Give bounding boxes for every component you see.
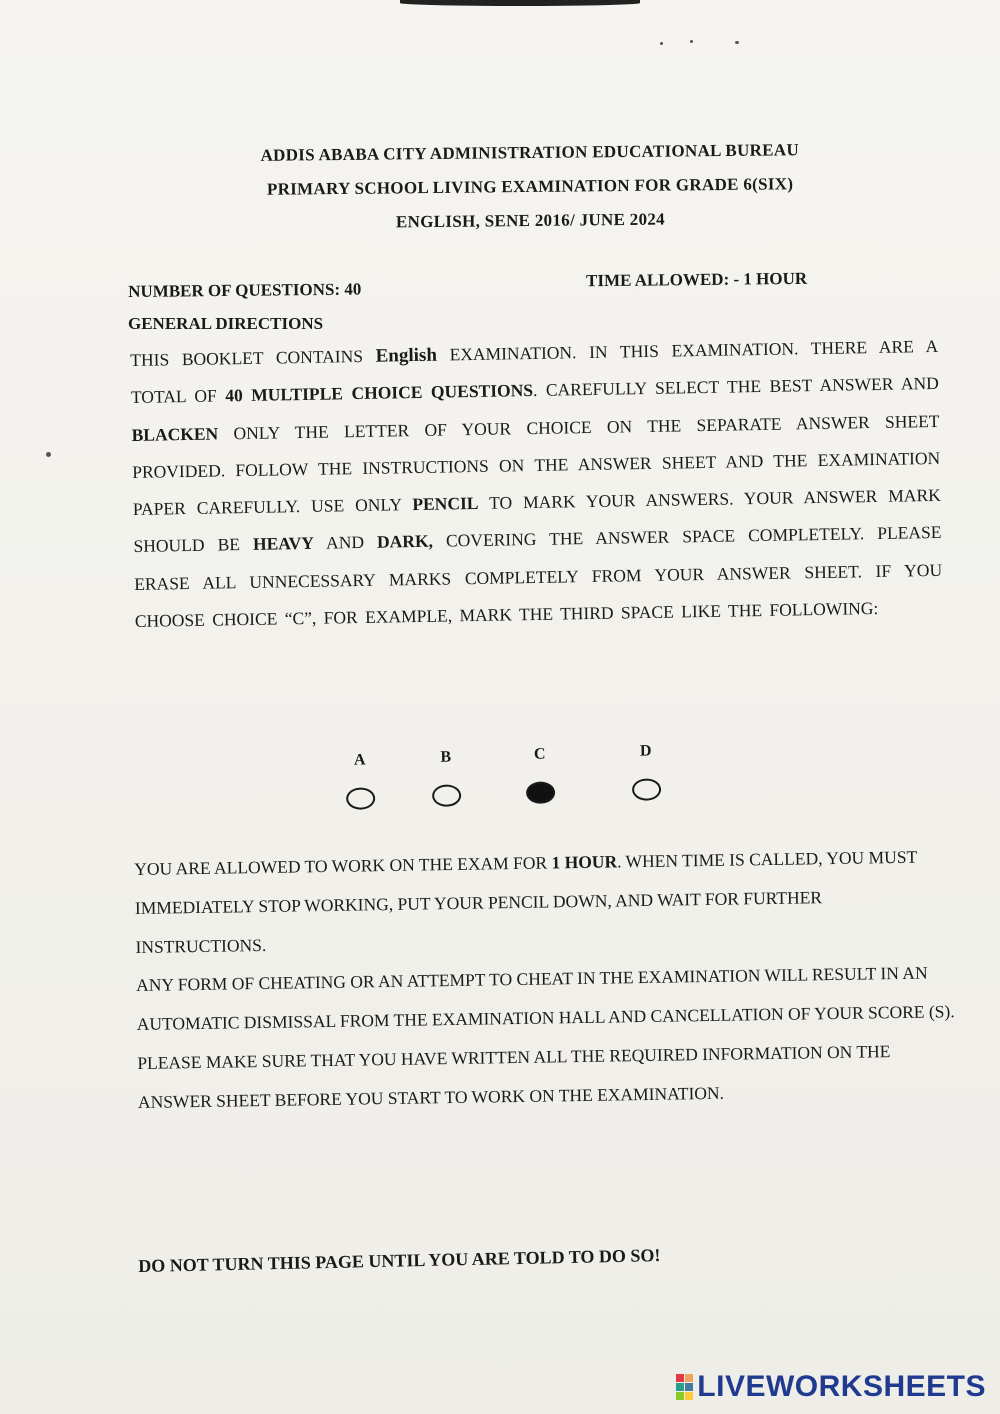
do-not-turn-notice: DO NOT TURN THIS PAGE UNTIL YOU ARE TOLD TO DO SO! xyxy=(138,1245,661,1276)
directions-text: ONLY THE LETTER OF YOUR CHOICE ON THE SEPARATE ANSWER SHEET PROVIDED. FOLLOW THE INSTRUCTIONS ON THE ANSWER SHEET AND THE EXAMINATION PAPER CAREFULLY. USE ONLY xyxy=(132,410,941,520)
filled-bubble-icon xyxy=(525,782,554,804)
directions-text: AND xyxy=(313,532,378,554)
directions-text: EXAMINATION. IN THIS EXAMINATION. THERE ARE A TOTAL OF xyxy=(130,335,939,408)
scan-edge-shadow xyxy=(400,0,640,6)
header-subject-date: ENGLISH, SENE 2016/ JUNE 2024 xyxy=(395,209,666,232)
instruction-text: . WHEN TIME IS CALLED, YOU MUST IMMEDIATELY STOP WORKING, PUT YOUR PENCIL DOWN, AND WAIT FOR FURTHER INSTRUCTIONS. xyxy=(134,846,917,957)
instruction-emphasis: 1 HOUR xyxy=(551,851,618,873)
answer-example xyxy=(330,740,691,824)
directions-text: COVERING THE ANSWER SPACE COMPLETELY. PLEASE ERASE ALL UNNECESSARY MARKS COMPLETELY FROM YOUR ANSWER SHEET. IF YOU CHOOSE CHOICE “C”, FOR EXAMPLE, MARK THE THIRD SPACE LIKE THE FOLLOWING: xyxy=(134,522,943,632)
cheating-warning: ANY FORM OF CHEATING OR AN ATTEMPT TO CHEAT IN THE EXAMINATION WILL RESULT IN AN AUTOMATIC DISMISSAL FROM THE EXAMINATION HALL AND CANCELLATION OF YOUR SCORE (S). xyxy=(135,962,955,1035)
header-exam-title: PRIMARY SCHOOL LIVING EXAMINATION FOR GRADE 6(SIX) xyxy=(266,174,794,199)
exam-header xyxy=(0,131,1000,243)
choice-letter: B xyxy=(440,748,452,766)
question-count: NUMBER OF QUESTIONS: 40 xyxy=(128,279,362,301)
scan-speck xyxy=(660,42,663,45)
logo-square xyxy=(685,1383,693,1391)
header-bureau: ADDIS ABABA CITY ADMINISTRATION EDUCATIONAL BUREAU xyxy=(260,140,800,165)
directions-text: . CAREFULLY SELECT THE BEST ANSWER AND xyxy=(532,373,940,401)
watermark-text: LIVEWORKSHEETS xyxy=(697,1370,986,1403)
empty-bubble-icon xyxy=(432,785,461,807)
choice-b xyxy=(416,744,477,807)
logo-square xyxy=(676,1374,684,1382)
choice-letter: C xyxy=(533,745,546,763)
scan-speck xyxy=(735,41,739,44)
empty-bubble-icon xyxy=(346,787,375,809)
directions-emphasis: 40 MULTIPLE CHOICE QUESTIONS xyxy=(225,380,534,406)
choice-a xyxy=(330,747,391,810)
time-instruction xyxy=(134,837,956,966)
logo-square xyxy=(685,1392,693,1400)
directions-emphasis: BLACKEN xyxy=(131,423,219,445)
choice-c xyxy=(510,741,571,804)
directions-emphasis: HEAVY xyxy=(252,533,315,555)
choice-letter: D xyxy=(639,742,652,760)
logo-square xyxy=(676,1392,684,1400)
time-allowed: TIME ALLOWED: - 1 HOUR xyxy=(585,268,808,291)
directions-text: TO MARK YOUR ANSWERS. YOUR ANSWER MARK SHOULD BE xyxy=(133,485,941,557)
general-directions-title: GENERAL DIRECTIONS xyxy=(128,314,324,333)
answer-sheet-reminder: PLEASE MAKE SURE THAT YOU HAVE WRITTEN ALL THE REQUIRED INFORMATION ON THE ANSWER SHEET BEFORE YOU START TO WORK ON THE EXAMINATION. xyxy=(137,1041,891,1112)
logo-grid-icon xyxy=(676,1374,693,1400)
exam-meta xyxy=(128,268,868,301)
choice-letter: A xyxy=(353,751,366,769)
exam-instructions xyxy=(134,837,958,1121)
directions-emphasis: English xyxy=(375,344,438,367)
scan-speck xyxy=(46,452,51,457)
instruction-text: YOU ARE ALLOWED TO WORK ON THE EXAM FOR xyxy=(134,852,552,879)
liveworksheets-logo xyxy=(676,1370,986,1404)
directions-emphasis: DARK, xyxy=(376,531,434,553)
scan-speck xyxy=(690,40,693,43)
choice-d xyxy=(616,738,677,801)
logo-square xyxy=(685,1374,693,1382)
general-directions-text xyxy=(130,328,943,640)
directions-emphasis: PENCIL xyxy=(412,493,479,515)
directions-text: THIS BOOKLET CONTAINS xyxy=(130,345,376,370)
empty-bubble-icon xyxy=(631,778,660,800)
logo-square xyxy=(676,1383,684,1391)
